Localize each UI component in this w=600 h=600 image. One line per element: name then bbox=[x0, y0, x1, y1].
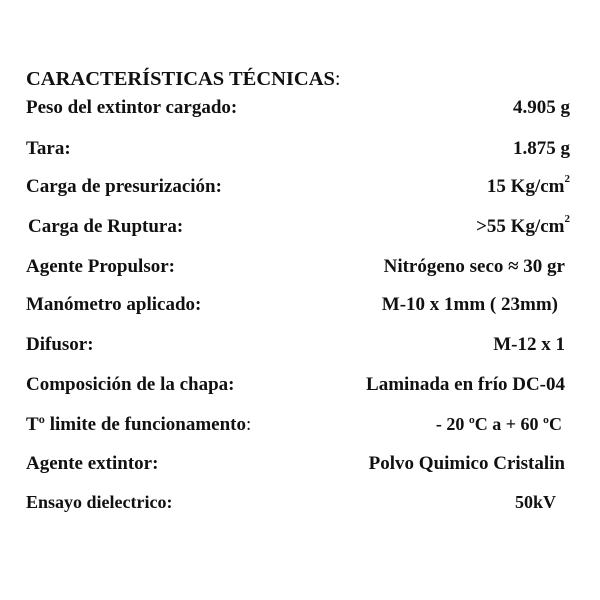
spec-value-text: >55 Kg/cm bbox=[476, 216, 565, 237]
spec-row-weight-loaded bbox=[0, 97, 600, 123]
spec-value: - 20 ºC a + 60 ºC bbox=[435, 414, 562, 434]
spec-label bbox=[26, 414, 251, 436]
spec-label: Peso del extintor cargado: bbox=[26, 97, 238, 118]
spec-label: Manómetro aplicado: bbox=[26, 294, 202, 315]
spec-value-superscript: 2 bbox=[564, 213, 570, 225]
spec-value: Polvo Quimico Cristalin bbox=[368, 453, 565, 474]
spec-value: 4.905 g bbox=[513, 97, 570, 118]
title-text: CARACTERÍSTICAS TÉCNICAS bbox=[26, 68, 335, 90]
spec-label: Tara: bbox=[26, 138, 71, 159]
spec-label: Carga de Ruptura: bbox=[28, 216, 184, 237]
spec-row-propellant bbox=[0, 256, 600, 282]
spec-label: Composición de la chapa: bbox=[26, 374, 235, 395]
spec-value: Laminada en frío DC-04 bbox=[366, 374, 565, 395]
spec-value: M-12 x 1 bbox=[493, 334, 565, 355]
spec-row-sheet-composition bbox=[0, 374, 600, 400]
spec-row-extinguishing-agent bbox=[0, 453, 600, 479]
spec-label: Agente Propulsor: bbox=[26, 256, 175, 277]
spec-row-manometer bbox=[0, 294, 600, 320]
spec-value: M-10 x 1mm ( 23mm) bbox=[381, 294, 558, 315]
spec-value: Nitrógeno seco ≈ 30 gr bbox=[383, 256, 565, 277]
spec-label: Difusor: bbox=[26, 334, 94, 355]
spec-row-dielectric-test bbox=[0, 492, 600, 518]
spec-sheet-title bbox=[26, 68, 341, 91]
spec-value-text: 15 Kg/cm bbox=[486, 176, 565, 197]
spec-label-colon: : bbox=[246, 414, 252, 435]
spec-label: Ensayo dielectrico: bbox=[26, 492, 173, 512]
spec-row-diffuser bbox=[0, 334, 600, 360]
title-colon: : bbox=[334, 68, 341, 90]
spec-value bbox=[476, 213, 570, 238]
spec-row-operating-temperature bbox=[0, 414, 600, 440]
spec-row-pressurization bbox=[0, 173, 600, 202]
spec-label: Carga de presurización: bbox=[26, 176, 222, 197]
spec-row-tare bbox=[0, 138, 600, 164]
spec-label: Agente extintor: bbox=[26, 453, 159, 474]
spec-label-text: Tº limite de funcionamento bbox=[26, 414, 247, 435]
spec-value bbox=[486, 173, 570, 198]
spec-value: 1.875 g bbox=[513, 138, 570, 159]
spec-value-superscript: 2 bbox=[564, 173, 570, 185]
spec-row-rupture bbox=[0, 213, 600, 242]
spec-value: 50kV bbox=[514, 492, 556, 512]
